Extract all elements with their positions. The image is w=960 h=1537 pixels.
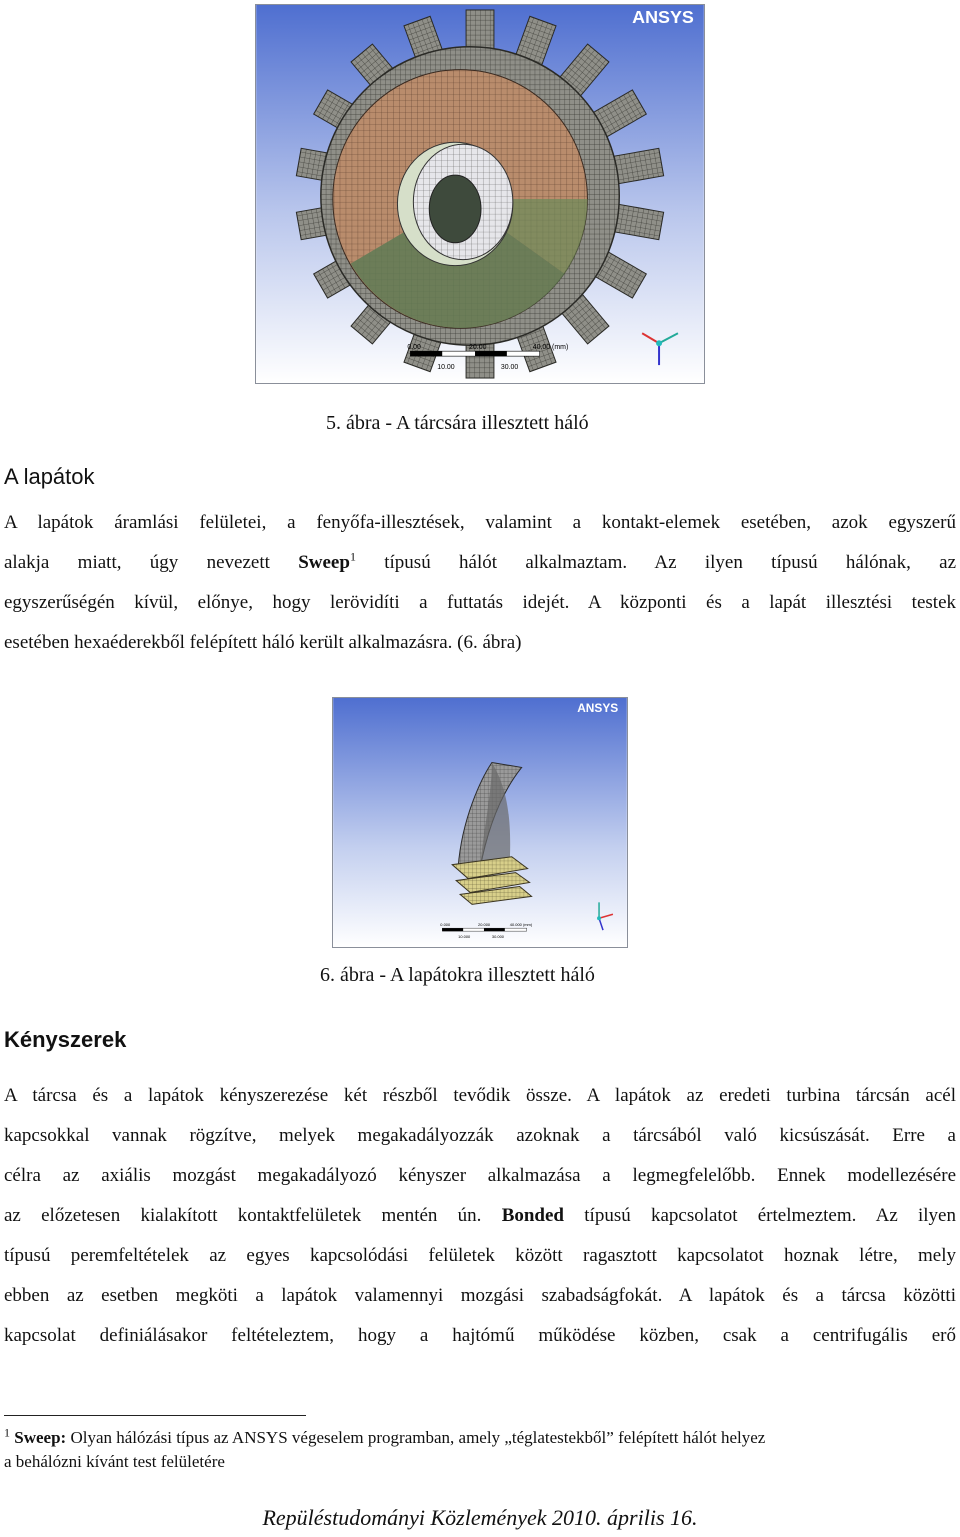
svg-text:ANSYS: ANSYS — [632, 6, 694, 27]
scale-tick-30: 30.00 — [500, 364, 519, 372]
figure-5-disk-mesh — [255, 4, 705, 384]
hub — [397, 142, 512, 265]
paragraph-line: típusú peremfeltételek az egyes kapcsolódási felületek között ragasztott kapcsolatot hoznak létre, mely — [4, 1245, 956, 1266]
paragraph-lapatok — [4, 503, 956, 663]
page-footer: Repüléstudományi Közlemények 2010. április 16. — [262, 1505, 698, 1530]
paragraph-line: kapcsolat definiálásakor feltételeztem, hogy a hajtómű működése közben, csak a centrifugális erő — [4, 1325, 956, 1346]
scale-tick-20: 20.000 — [478, 922, 491, 928]
scale-tick-0: 0.00 — [407, 344, 421, 352]
footnote-line — [4, 1426, 958, 1450]
section-heading-kenyszerek: Kényszerek — [4, 1027, 127, 1052]
blade-mesh-render — [333, 698, 627, 947]
figure-6-caption: 6. ábra - A lapátokra illesztett háló — [320, 964, 595, 986]
scale-tick-20: 20.00 — [469, 344, 487, 352]
paragraph-line: célra az axiális mozgást megakadályozó kényszer alkalmazása a legmegfelelőbb. Ennek modellezésére — [4, 1165, 956, 1186]
text-run: típusú kapcsolatot értelmeztem. Az ilyen — [564, 1205, 956, 1226]
paragraph-line: egyszerűségén kívül, előnye, hogy lerövidíti a futtatás idejét. A központi és a lapát illesztési testek — [4, 592, 956, 613]
scale-tick-30: 30.000 — [491, 934, 504, 940]
text-run: Olyan hálózási típus az ANSYS végeselem programban, amely „téglatestekből” felépített hálót helyez — [66, 1428, 766, 1447]
figure-6-blade-mesh — [332, 697, 628, 948]
blade-root — [452, 857, 531, 905]
paragraph-line: esetében hexaéderekből felépített háló került alkalmazásra. (6. ábra) — [4, 632, 522, 653]
term-bonded: Bonded — [501, 1205, 564, 1226]
scale-tick-0: 0.000 — [440, 922, 451, 928]
text-run: típusú hálót alkalmaztam. Az ilyen típusú hálónak, az — [355, 552, 956, 573]
svg-text:ANSYS: ANSYS — [577, 700, 619, 715]
scale-tick-40: 40.000 (mm) — [509, 922, 533, 928]
paragraph-line: A tárcsa és a lapátok kényszerezése két részből tevődik össze. A lapátok az eredeti turbina tárcsán acél — [4, 1085, 956, 1106]
ansys-logo — [632, 7, 694, 27]
scale-tick-10: 10.00 — [437, 364, 455, 372]
ansys-logo — [577, 701, 618, 715]
section-heading-lapatok: A lapátok — [4, 464, 95, 489]
scale-tick-40: 40.00 (mm) — [532, 344, 569, 352]
paragraph-line — [4, 1196, 956, 1236]
disk-mesh-render — [256, 5, 704, 383]
footnote-separator — [4, 1415, 306, 1416]
paragraph-kenyszerek — [4, 1076, 956, 1356]
figure-5-caption: 5. ábra - A tárcsára illesztett háló — [326, 412, 589, 434]
footnote-term: Sweep: — [14, 1428, 67, 1447]
text-run: alakja miatt, úgy nevezett — [4, 552, 299, 573]
scale-tick-10: 10.000 — [458, 934, 471, 940]
paragraph-line: ebben az esetben megköti a lapátok valamennyi mozgási szabadságfokát. A lapátok és a tárcsa közötti — [4, 1285, 956, 1306]
footnote-line: a behálózni kívánt test felületére — [4, 1452, 225, 1471]
paragraph-line: kapcsokkal vannak rögzítve, melyek megakadályozzák azoknak a tárcsából való kicsúszását. Erre a — [4, 1125, 956, 1146]
paragraph-line — [4, 543, 956, 583]
text-run: az előzetesen kialakított kontaktfelületek mentén ún. — [4, 1205, 502, 1226]
footnote — [4, 1426, 958, 1474]
footnote-number: 1 — [4, 1425, 10, 1440]
term-sweep: Sweep — [298, 552, 350, 573]
footnote-ref: 1 — [349, 549, 356, 564]
paragraph-line: A lapátok áramlási felületei, a fenyőfa-illesztések, valamint a kontakt-elemek esetében, azok egyszerű — [4, 512, 956, 533]
